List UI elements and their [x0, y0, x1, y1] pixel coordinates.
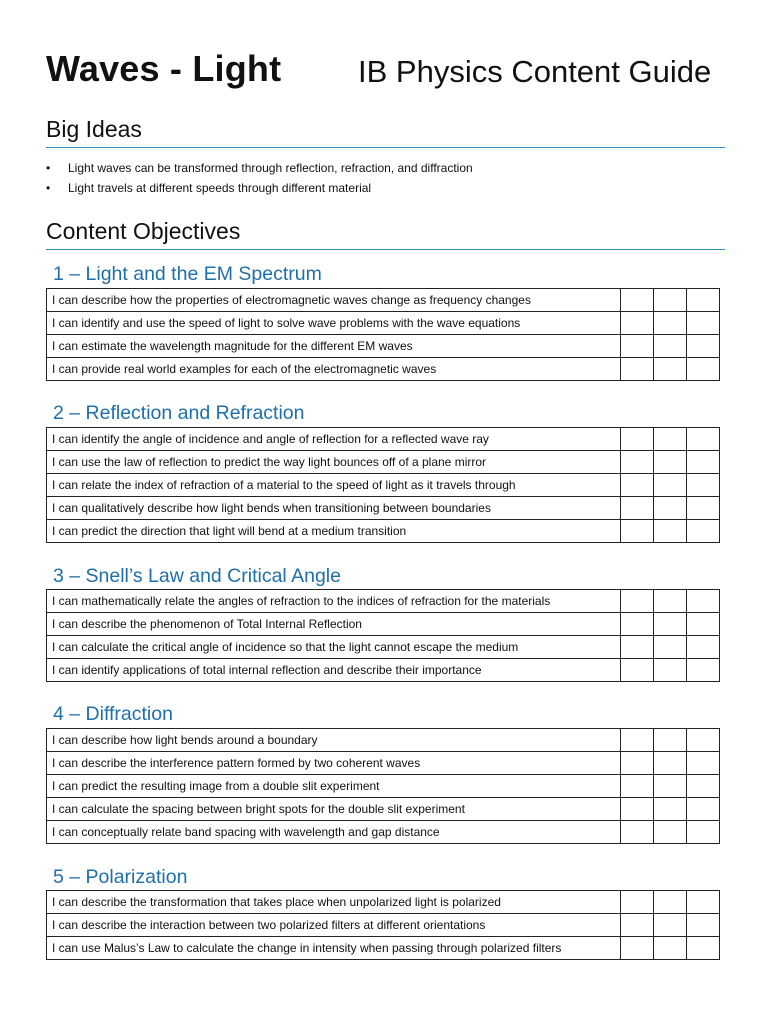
rating-box[interactable]: [687, 520, 720, 543]
objective-row: [47, 497, 720, 520]
rating-box[interactable]: [654, 636, 687, 659]
rating-box[interactable]: [654, 358, 687, 381]
objectives-table: [46, 427, 720, 543]
rating-box[interactable]: [621, 358, 654, 381]
rating-box[interactable]: [621, 497, 654, 520]
rating-box[interactable]: [654, 428, 687, 451]
objective-text: I can conceptually relate band spacing with wavelength and gap distance: [47, 821, 621, 844]
rating-box[interactable]: [654, 520, 687, 543]
objective-text: I can use the law of reflection to predict the way light bounces off of a plane mirror: [47, 451, 621, 474]
rating-box[interactable]: [687, 335, 720, 358]
objective-text: I can predict the resulting image from a double slit experiment: [47, 775, 621, 798]
objective-text: I can describe how light bends around a boundary: [47, 729, 621, 752]
objective-row: [47, 775, 720, 798]
rating-box[interactable]: [621, 451, 654, 474]
big-ideas-list: [46, 158, 725, 198]
rating-box[interactable]: [654, 474, 687, 497]
rating-box[interactable]: [687, 590, 720, 613]
objective-text: I can mathematically relate the angles of refraction to the indices of refraction for the materials: [47, 590, 621, 613]
objective-row: [47, 312, 720, 335]
objective-text: I can describe the transformation that takes place when unpolarized light is polarized: [47, 891, 621, 914]
rating-box[interactable]: [621, 937, 654, 960]
rating-box[interactable]: [654, 752, 687, 775]
objective-text: I can identify applications of total internal reflection and describe their importance: [47, 659, 621, 682]
rating-box[interactable]: [621, 914, 654, 937]
rating-box[interactable]: [621, 428, 654, 451]
rating-box[interactable]: [621, 335, 654, 358]
rating-box[interactable]: [654, 335, 687, 358]
rating-box[interactable]: [654, 798, 687, 821]
page-subtitle: IB Physics Content Guide: [358, 54, 712, 89]
objective-text: I can identify the angle of incidence and angle of reflection for a reflected wave ray: [47, 428, 621, 451]
objective-row: [47, 451, 720, 474]
rating-box[interactable]: [687, 659, 720, 682]
content-objectives-heading: Content Objectives: [46, 218, 725, 250]
objective-row: [47, 590, 720, 613]
objective-text: I can calculate the spacing between bright spots for the double slit experiment: [47, 798, 621, 821]
objective-text: I can describe how the properties of electromagnetic waves change as frequency changes: [47, 289, 621, 312]
rating-box[interactable]: [621, 775, 654, 798]
unit-title: 3 – Snell’s Law and Critical Angle: [53, 565, 341, 587]
bullet-icon: •: [46, 161, 51, 175]
objective-row: [47, 474, 720, 497]
rating-box[interactable]: [621, 821, 654, 844]
objective-row: [47, 335, 720, 358]
page-header: [46, 48, 726, 98]
rating-box[interactable]: [687, 428, 720, 451]
objective-row: [47, 636, 720, 659]
bullet-icon: •: [46, 181, 51, 195]
rating-box[interactable]: [687, 914, 720, 937]
rating-box[interactable]: [621, 613, 654, 636]
rating-box[interactable]: [654, 613, 687, 636]
page-title: Waves - Light: [46, 48, 282, 89]
rating-box[interactable]: [621, 289, 654, 312]
objective-row: [47, 520, 720, 543]
rating-box[interactable]: [687, 358, 720, 381]
big-idea-item: [46, 158, 725, 178]
rating-box[interactable]: [687, 821, 720, 844]
rating-box[interactable]: [687, 729, 720, 752]
objective-text: I can estimate the wavelength magnitude for the different EM waves: [47, 335, 621, 358]
objective-row: [47, 891, 720, 914]
objective-row: [47, 358, 720, 381]
rating-box[interactable]: [687, 289, 720, 312]
objective-text: I can describe the phenomenon of Total Internal Reflection: [47, 613, 621, 636]
objectives-table: [46, 890, 720, 960]
objective-text: I can qualitatively describe how light bends when transitioning between boundaries: [47, 497, 621, 520]
objective-text: I can predict the direction that light will bend at a medium transition: [47, 520, 621, 543]
rating-box[interactable]: [654, 289, 687, 312]
unit-title: 4 – Diffraction: [53, 703, 173, 725]
objective-row: [47, 937, 720, 960]
objective-row: [47, 289, 720, 312]
rating-box[interactable]: [654, 590, 687, 613]
objective-row: [47, 798, 720, 821]
rating-box[interactable]: [687, 497, 720, 520]
rating-box[interactable]: [621, 891, 654, 914]
rating-box[interactable]: [621, 729, 654, 752]
objective-text: I can describe the interaction between two polarized filters at different orientations: [47, 914, 621, 937]
big-idea-item: [46, 178, 725, 198]
rating-box[interactable]: [654, 312, 687, 335]
rating-box[interactable]: [687, 937, 720, 960]
rating-box[interactable]: [654, 775, 687, 798]
rating-box[interactable]: [687, 891, 720, 914]
objective-row: [47, 914, 720, 937]
objective-text: I can use Malus’s Law to calculate the change in intensity when passing through polarized filters: [47, 937, 621, 960]
rating-box[interactable]: [621, 798, 654, 821]
rating-box[interactable]: [654, 451, 687, 474]
rating-box[interactable]: [621, 520, 654, 543]
objectives-table: [46, 589, 720, 682]
big-idea-text: Light travels at different speeds through different material: [68, 181, 372, 195]
objective-row: [47, 821, 720, 844]
big-ideas-heading: Big Ideas: [46, 116, 725, 148]
objective-text: I can provide real world examples for each of the electromagnetic waves: [47, 358, 621, 381]
rating-box[interactable]: [654, 497, 687, 520]
objective-row: [47, 613, 720, 636]
rating-box[interactable]: [654, 937, 687, 960]
objective-text: I can relate the index of refraction of a material to the speed of light as it travels through: [47, 474, 621, 497]
rating-box[interactable]: [687, 613, 720, 636]
rating-box[interactable]: [621, 312, 654, 335]
unit-title: 2 – Reflection and Refraction: [53, 402, 305, 424]
rating-box[interactable]: [687, 312, 720, 335]
rating-box[interactable]: [687, 474, 720, 497]
unit-title: 1 – Light and the EM Spectrum: [53, 263, 322, 285]
rating-box[interactable]: [654, 821, 687, 844]
rating-box[interactable]: [621, 752, 654, 775]
objectives-table: [46, 728, 720, 844]
rating-box[interactable]: [654, 914, 687, 937]
rating-box[interactable]: [654, 891, 687, 914]
objective-row: [47, 428, 720, 451]
rating-box[interactable]: [687, 798, 720, 821]
big-idea-text: Light waves can be transformed through reflection, refraction, and diffraction: [68, 161, 473, 175]
rating-box[interactable]: [621, 590, 654, 613]
rating-box[interactable]: [687, 451, 720, 474]
rating-box[interactable]: [621, 636, 654, 659]
rating-box[interactable]: [687, 775, 720, 798]
rating-box[interactable]: [687, 752, 720, 775]
rating-box[interactable]: [621, 659, 654, 682]
unit-title: 5 – Polarization: [53, 866, 188, 888]
objective-text: I can identify and use the speed of light to solve wave problems with the wave equations: [47, 312, 621, 335]
rating-box[interactable]: [654, 729, 687, 752]
rating-box[interactable]: [654, 659, 687, 682]
objective-text: I can calculate the critical angle of incidence so that the light cannot escape the medium: [47, 636, 621, 659]
objective-row: [47, 752, 720, 775]
objective-row: [47, 729, 720, 752]
rating-box[interactable]: [687, 636, 720, 659]
rating-box[interactable]: [621, 474, 654, 497]
objective-row: [47, 659, 720, 682]
objectives-table: [46, 288, 720, 381]
objective-text: I can describe the interference pattern formed by two coherent waves: [47, 752, 621, 775]
